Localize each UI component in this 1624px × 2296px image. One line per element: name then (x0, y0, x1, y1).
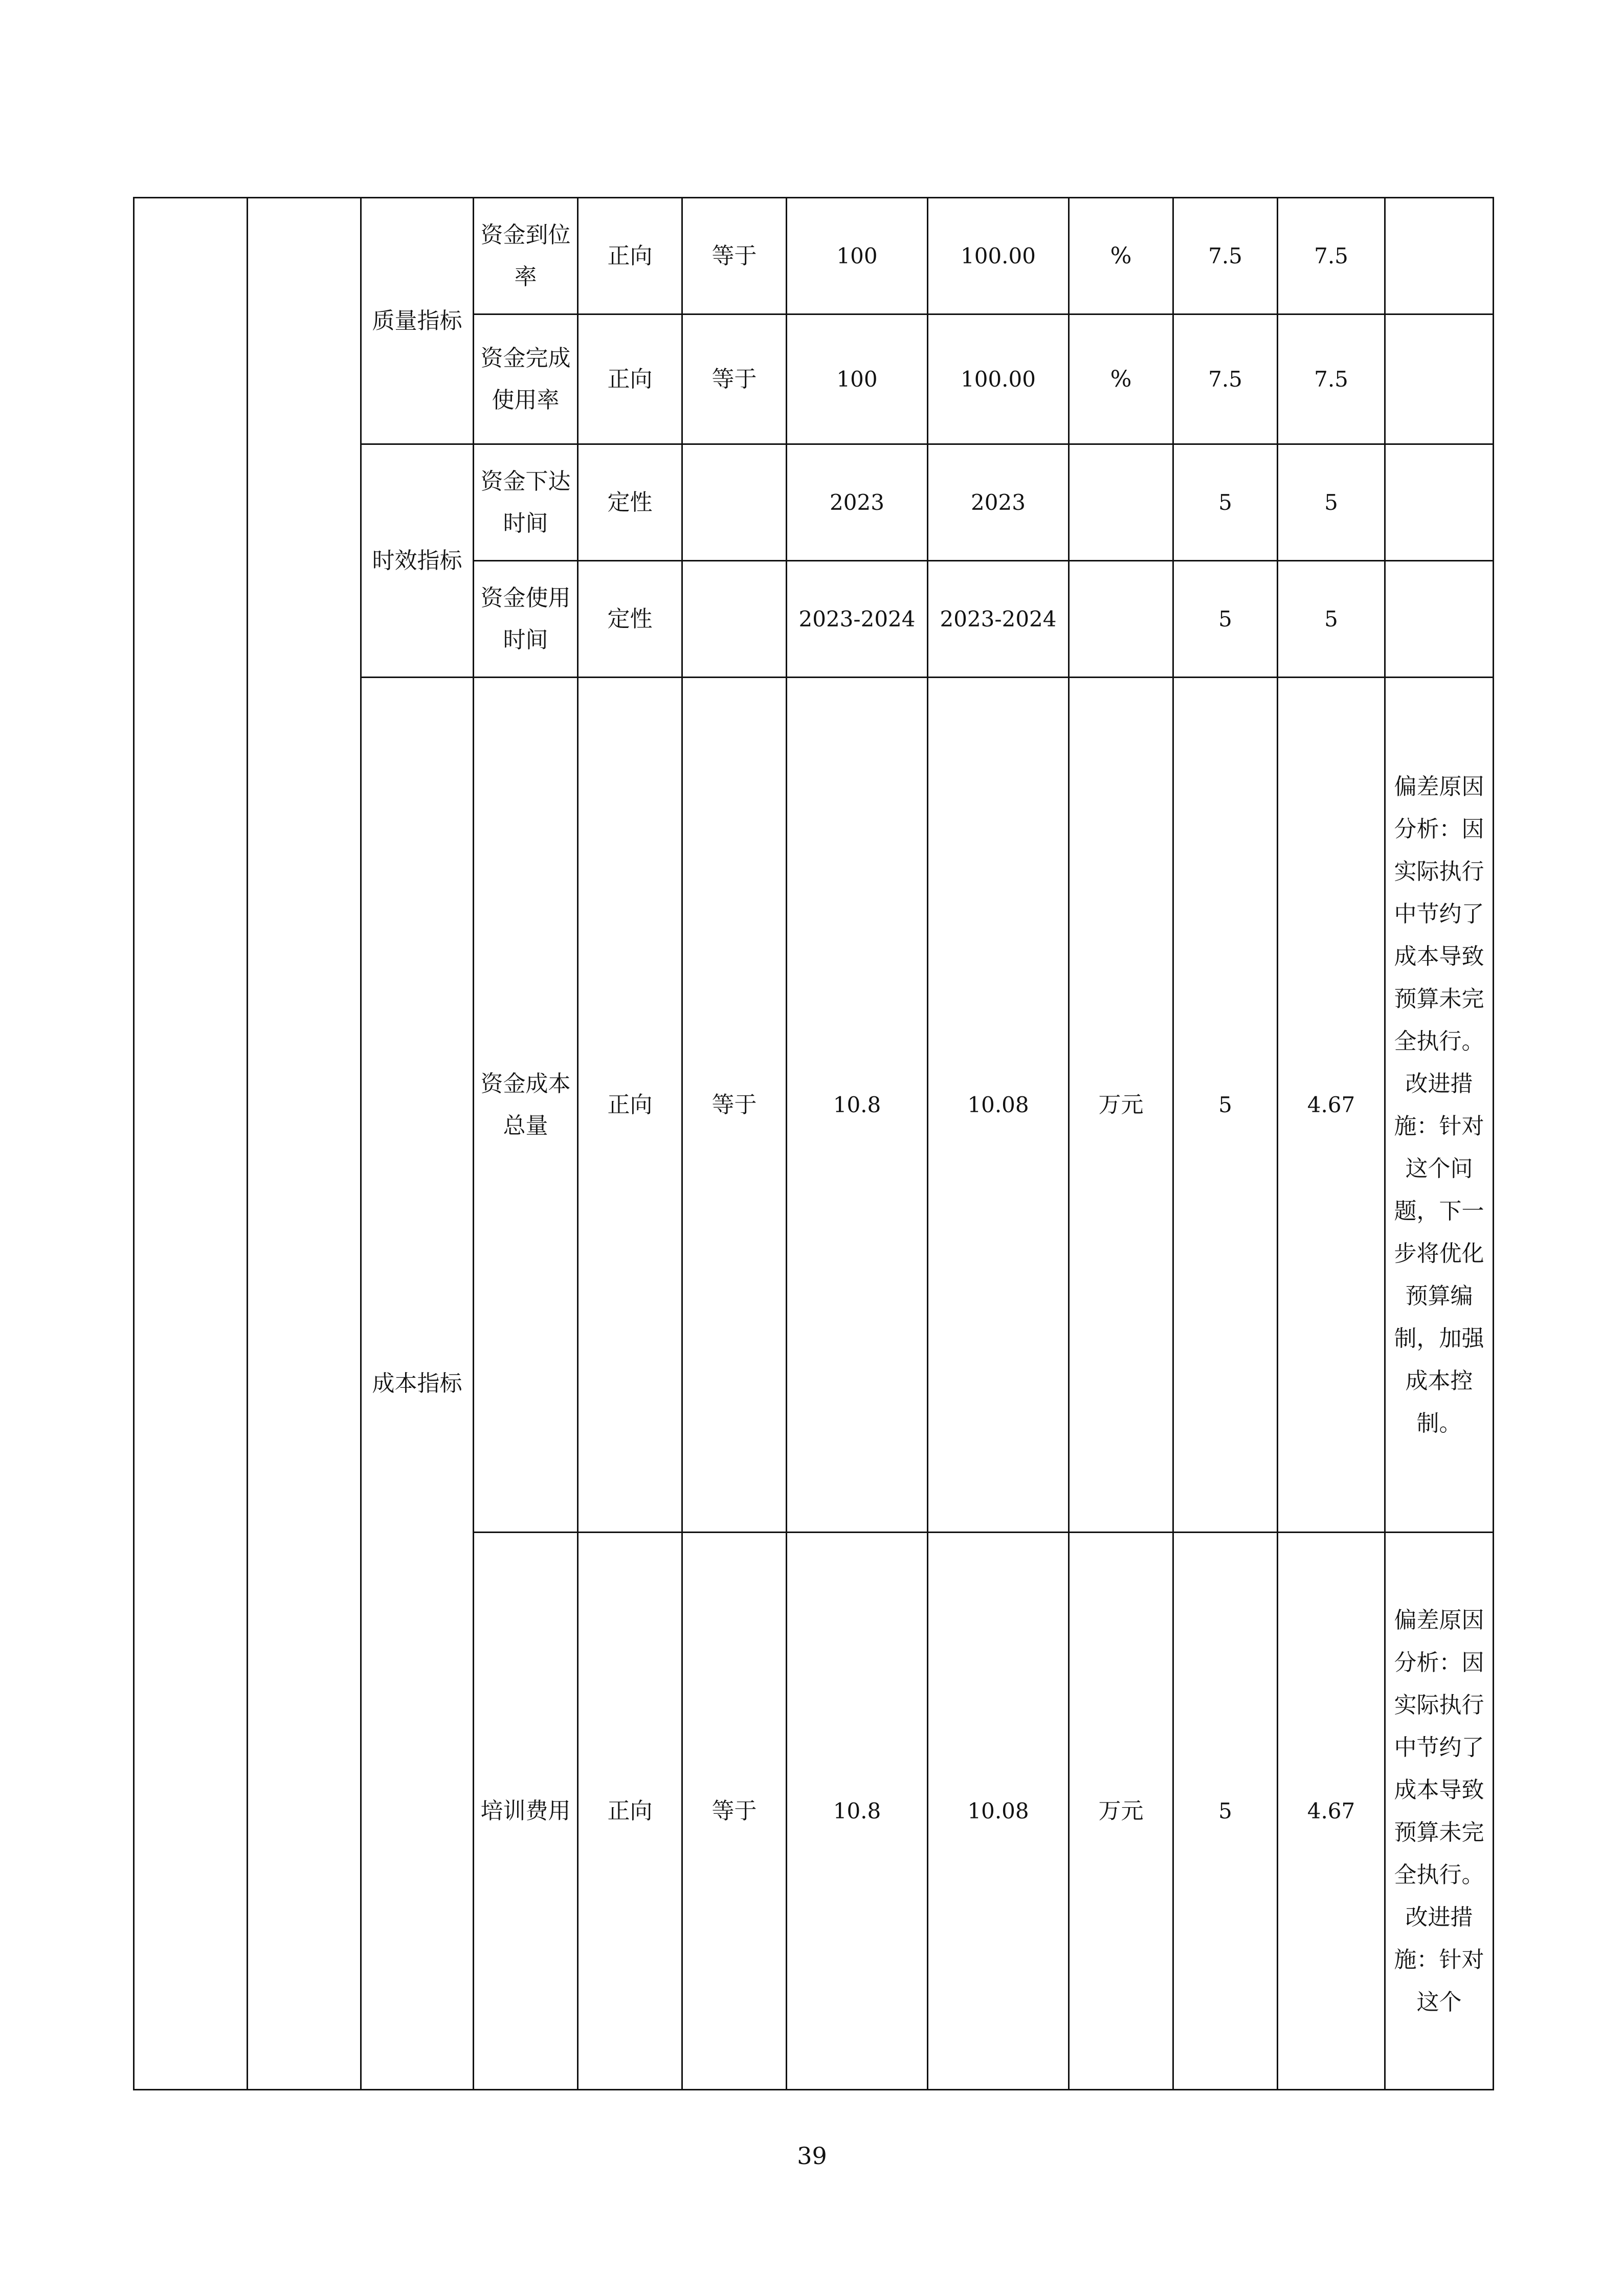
target-value: 2023-2024 (787, 561, 928, 678)
indicator-name: 资金下达时间 (474, 444, 578, 561)
score: 5 (1278, 561, 1385, 678)
group-name-quality: 质量指标 (361, 198, 474, 444)
deviation-note: 偏差原因分析：因实际执行中节约了成本导致预算未完全执行。改进措施：针对这个问题，下一步将优化预算编制，加强成本控制。 (1385, 678, 1494, 1533)
actual-value: 100.00 (928, 314, 1069, 444)
indicator-nature: 正向 (578, 1533, 682, 2090)
group-name-timeliness: 时效指标 (361, 444, 474, 678)
performance-indicator-table (133, 197, 1494, 2090)
indicator-operator (682, 561, 787, 678)
level1-category-cell (134, 198, 248, 2090)
actual-value: 10.08 (928, 1533, 1069, 2090)
deviation-note (1385, 444, 1494, 561)
deviation-note (1385, 561, 1494, 678)
indicator-operator: 等于 (682, 1533, 787, 2090)
level2-category-cell (248, 198, 361, 2090)
score: 5 (1278, 444, 1385, 561)
unit: 万元 (1069, 678, 1173, 1533)
deviation-note (1385, 198, 1494, 314)
unit: % (1069, 314, 1173, 444)
target-value: 10.8 (787, 678, 928, 1533)
score: 4.67 (1278, 1533, 1385, 2090)
unit (1069, 444, 1173, 561)
actual-value: 2023 (928, 444, 1069, 561)
indicator-name: 资金完成使用率 (474, 314, 578, 444)
weight: 5 (1173, 561, 1278, 678)
indicator-nature: 定性 (578, 444, 682, 561)
indicator-operator: 等于 (682, 198, 787, 314)
weight: 5 (1173, 444, 1278, 561)
indicator-nature: 定性 (578, 561, 682, 678)
score: 7.5 (1278, 314, 1385, 444)
unit: 万元 (1069, 1533, 1173, 2090)
score: 7.5 (1278, 198, 1385, 314)
weight: 5 (1173, 678, 1278, 1533)
indicator-nature: 正向 (578, 314, 682, 444)
actual-value: 10.08 (928, 678, 1069, 1533)
indicator-operator (682, 444, 787, 561)
weight: 7.5 (1173, 198, 1278, 314)
weight: 5 (1173, 1533, 1278, 2090)
target-value: 10.8 (787, 1533, 928, 2090)
table-row (134, 198, 1494, 314)
indicator-name: 资金到位率 (474, 198, 578, 314)
indicator-name: 资金使用时间 (474, 561, 578, 678)
deviation-note (1385, 314, 1494, 444)
indicator-operator: 等于 (682, 314, 787, 444)
indicator-operator: 等于 (682, 678, 787, 1533)
indicator-nature: 正向 (578, 678, 682, 1533)
target-value: 100 (787, 198, 928, 314)
score: 4.67 (1278, 678, 1385, 1533)
group-name-cost: 成本指标 (361, 678, 474, 2090)
page-number: 39 (797, 2142, 827, 2170)
indicator-nature: 正向 (578, 198, 682, 314)
target-value: 2023 (787, 444, 928, 561)
actual-value: 2023-2024 (928, 561, 1069, 678)
indicator-name: 资金成本总量 (474, 678, 578, 1533)
unit: % (1069, 198, 1173, 314)
indicator-name: 培训费用 (474, 1533, 578, 2090)
unit (1069, 561, 1173, 678)
deviation-note: 偏差原因分析：因实际执行中节约了成本导致预算未完全执行。改进措施：针对这个 (1385, 1533, 1494, 2090)
target-value: 100 (787, 314, 928, 444)
weight: 7.5 (1173, 314, 1278, 444)
actual-value: 100.00 (928, 198, 1069, 314)
